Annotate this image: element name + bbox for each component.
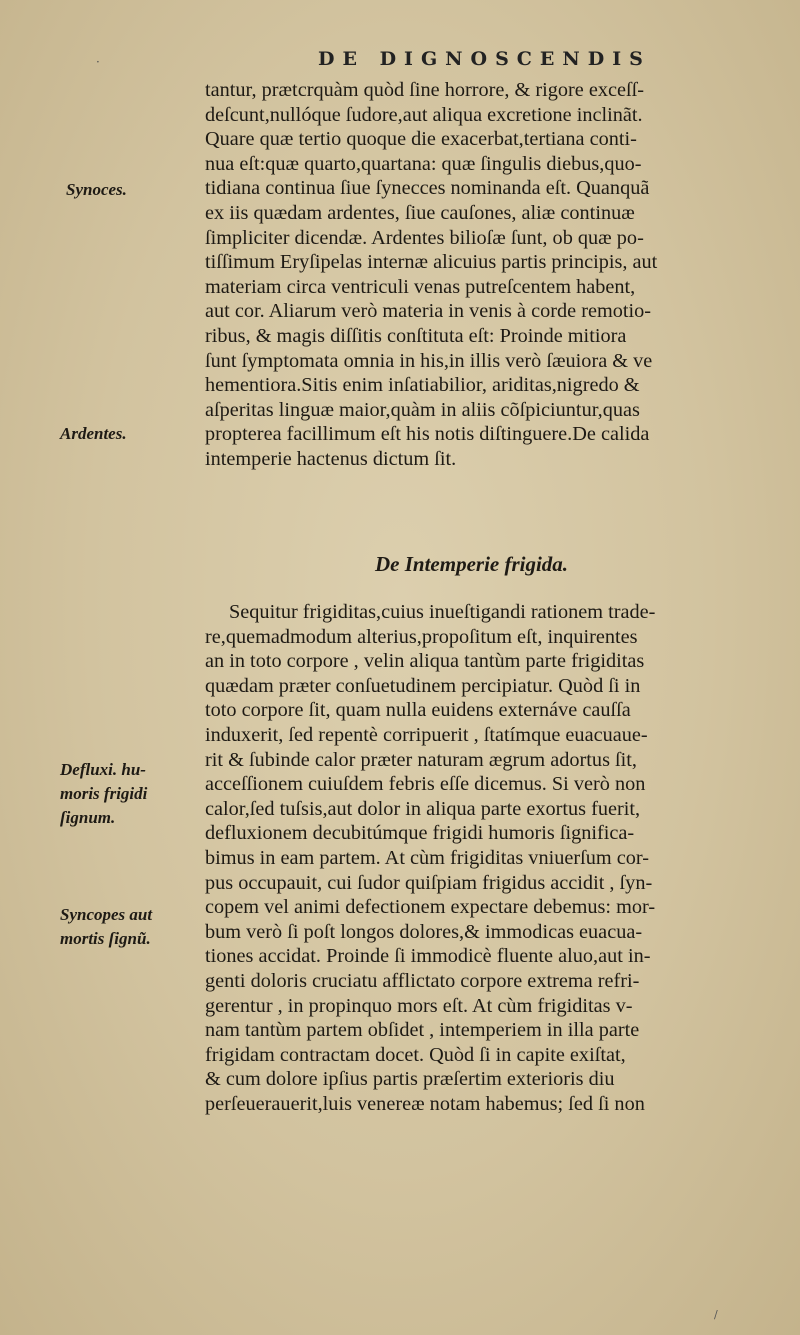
text-line: bimus in eam partem. At cùm frigiditas vniuerſum cor- xyxy=(205,846,649,869)
margin-note-ardentes: Ardentes. xyxy=(60,424,127,443)
text-line: toto corpore ſit, quam nulla euidens externáve cauſſa xyxy=(205,699,631,722)
foot-mark: / xyxy=(714,1308,718,1321)
text-line: Sequitur frigiditas,cuius inueſtigandi rationem trade- xyxy=(229,601,656,623)
section-heading: De Intemperie frigida. xyxy=(375,552,569,576)
text-line: genti doloris cruciatu afflictato corpore extrema refri- xyxy=(205,969,640,992)
running-header: DE DIGNOSCENDIS xyxy=(318,48,651,70)
text-line: re,quemadmodum alterius,propoſitum eſt, inquirentes xyxy=(205,625,638,648)
text-line: ex iis quædam ardentes, ſiue cauſones, aliæ continuæ xyxy=(205,201,635,224)
text-line: aut cor. Aliarum verò materia in venis à corde remotio- xyxy=(205,300,652,323)
margin-note-line: Syncopes aut xyxy=(60,905,153,924)
text-line: intemperie hactenus dictum ſit. xyxy=(205,447,457,470)
margin-note-line: ſignum. xyxy=(60,808,116,827)
text-line: tiſſimum Eryſipelas internæ alicuius partis principis, aut xyxy=(205,251,658,274)
text-line: materiam circa ventriculi venas putreſcentem habent, xyxy=(205,275,636,298)
text-line: pus occupauit, cui ſudor quiſpiam frigidus accidit , ſyn- xyxy=(205,871,653,894)
text-line: ſunt ſymptomata omnia in his,in illis verò ſæuiora & ve xyxy=(205,349,653,372)
margin-note-line: mortis ſignũ. xyxy=(60,929,151,948)
text-line: tidiana continua ſiue ſynecces nominanda eſt. Quanquã xyxy=(205,177,650,200)
text-line: tiones accidat. Proinde ſi immodicè fluente aluo,aut in- xyxy=(205,945,651,968)
text-line: nam tantùm partem obſidet , intemperiem in illa parte xyxy=(205,1019,640,1042)
text-line: perſeuerauerit,luis venereæ notam habemus; ſed ſi non xyxy=(205,1092,645,1115)
text-line: calor,ſed tuſsis,aut dolor in aliqua parte exortus fuerit, xyxy=(205,797,641,820)
text-line: & cum dolore ipſius partis præſertim exterioris diu xyxy=(205,1068,615,1091)
margin-note-line: moris frigidi xyxy=(60,784,148,803)
body-paragraph-1 xyxy=(205,78,795,472)
text-line: hementiora.Sitis enim inſatiabilior, ariditas,nigredo & xyxy=(205,374,640,397)
body-paragraph-2 xyxy=(205,600,795,1116)
text-line: tantur, prætcrquàm quòd ſine horrore, & rigore exceſſ- xyxy=(205,79,645,101)
margin-note-defluxi xyxy=(60,758,210,830)
text-line: rit & ſubinde calor præter naturam ægrum adortus ſit, xyxy=(205,748,638,771)
text-line: defluxionem decubitúmque frigidi humoris ſignifica- xyxy=(205,822,635,845)
text-line: acceſſionem cuiuſdem febris eſſe dicemus. Si verò non xyxy=(205,773,646,796)
margin-note-line: Defluxi. hu- xyxy=(60,760,146,779)
text-line: propterea facillimum eſt his notis diſtinguere.De calida xyxy=(205,423,650,446)
text-line: induxerit, ſed repentè corripuerit , ſtatímque euacuaue- xyxy=(205,723,648,746)
text-line: an in toto corpore , velin aliqua tantùm parte frigiditas xyxy=(205,650,645,673)
text-line: copem vel animi defectionem expectare debemus: mor- xyxy=(205,896,656,919)
corner-mark: · xyxy=(96,55,100,69)
text-line: gerentur , in propinquo mors eſt. At cùm frigiditas v- xyxy=(205,994,633,1017)
text-line: quædam præter conſuetudinem percipiatur. Quòd ſi in xyxy=(205,674,641,697)
text-line: aſperitas linguæ maior,quàm in aliis cõſpiciuntur,quas xyxy=(205,398,640,421)
text-line: Quare quæ tertio quoque die exacerbat,tertiana conti- xyxy=(205,128,637,151)
text-line: frigidam contractam docet. Quòd ſi in capite exiſtat, xyxy=(205,1043,626,1066)
text-line: deſcunt,nullóque ſudore,aut aliqua excretione inclinãt. xyxy=(205,103,643,126)
text-line: nua eſt:quæ quarto,quartana: quæ ſingulis diebus,quo- xyxy=(205,152,642,175)
text-line: bum verò ſi poſt longos dolores,& immodicas euacua- xyxy=(205,920,643,943)
margin-note-syneces: Synoces. xyxy=(66,180,127,199)
text-line: ſimpliciter dicendæ. Ardentes bilioſæ ſunt, ob quæ po- xyxy=(205,226,644,249)
margin-note-syncopes xyxy=(60,903,210,951)
text-line: ribus, & magis diſſitis conſtituta eſt: Proinde mitiora xyxy=(205,324,627,347)
